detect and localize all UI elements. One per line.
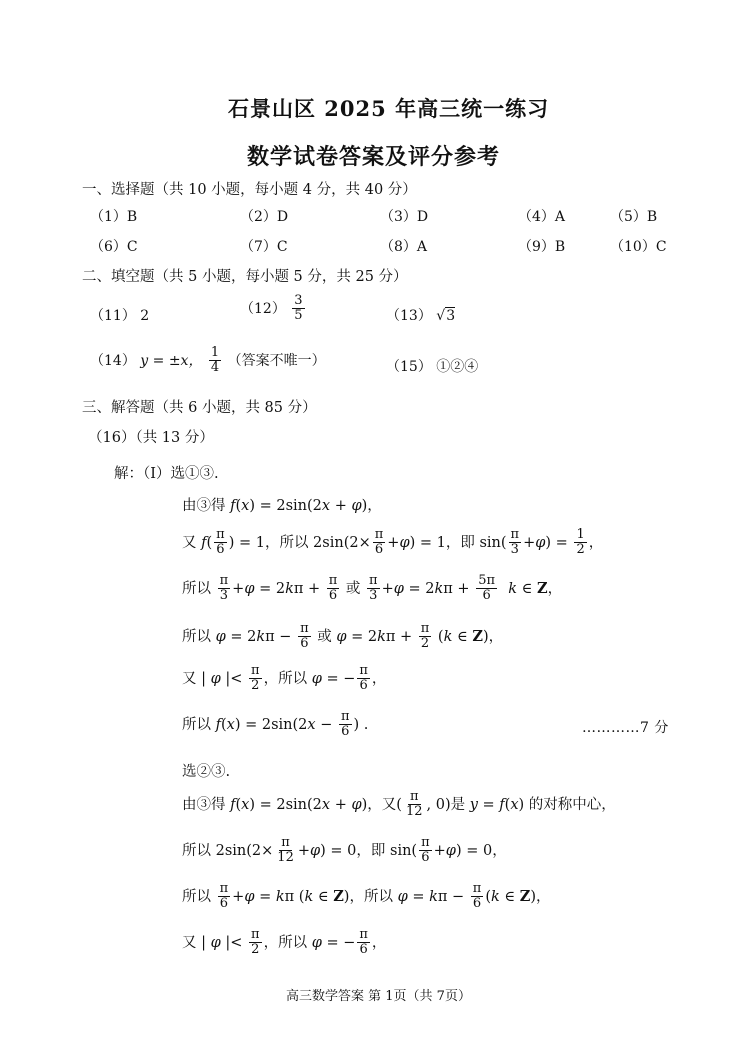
score-marker: …………7 分: [582, 720, 669, 736]
answer-item: （3）D: [380, 209, 429, 225]
section-heading: 三、解答题（共 6 小题，共 85 分）: [82, 400, 317, 416]
solution-intro: 解：（Ⅰ）选①③.: [114, 466, 219, 482]
fraction: [209, 346, 221, 376]
answer-item: （4）A: [518, 209, 566, 225]
page-subtitle: 数学试卷答案及评分参考: [247, 144, 501, 170]
fraction-numerator: 1: [210, 345, 220, 360]
answer-item: （10）C: [610, 239, 667, 255]
answer-item: （8）A: [380, 239, 428, 255]
answer-label: （13）: [386, 308, 432, 324]
answer-item: （7）C: [240, 239, 288, 255]
answer-item: （5）B: [610, 209, 658, 225]
section-heading: 二、填空题（共 5 小题，每小题 5 分，共 25 分）: [82, 269, 408, 285]
fraction-denominator: 4: [210, 360, 220, 376]
answer-item: [386, 305, 455, 325]
solution-line: 所以 f(x) = 2sin(2x − $\frac{\pi}{6}$ ) .: [182, 709, 369, 740]
section-heading: 一、选择题（共 10 小题，每小题 4 分，共 40 分）: [82, 182, 417, 198]
answer-item: [240, 294, 307, 324]
page-footer: 高三数学答案 第 1页（共 7页）: [286, 989, 471, 1004]
radicand: 3: [446, 308, 456, 324]
answer-item: （9）B: [518, 239, 566, 255]
answer-note: （答案不唯一）: [227, 352, 326, 369]
solution-line: 又 | φ |< $\frac{\pi}{2}$ ，所以 φ = − $\frac{\pi}{6}$ ，: [182, 663, 387, 694]
fraction-denominator: 5: [294, 308, 303, 324]
solution-line: 由③得 f(x) = 2sin(2x + φ)，: [182, 498, 382, 514]
answer-item: （1）B: [90, 209, 138, 225]
answer-item: （15） ①②④: [386, 359, 479, 375]
fraction: [292, 294, 304, 324]
solution-line: 所以 φ = 2kπ − $\frac{\pi}{6}$ 或 φ = 2kπ + $\frac{\pi}{2}$ (k ∈ Z)，: [182, 621, 504, 652]
answer-item: （11） 2: [90, 308, 150, 324]
solution-line: 由③得 f(x) = 2sin(2x + φ)，又( $\frac{\pi}{12}$ , 0)是 y = f(x) 的对称中心，: [182, 789, 616, 820]
answer-item: （2）D: [240, 209, 289, 225]
answer-item: [90, 346, 326, 376]
solution-line: 又 | φ |< $\frac{\pi}{2}$ ，所以 φ = − $\frac{\pi}{6}$ ，: [182, 927, 387, 958]
solution-line: 又 f( $\frac{\pi}{6}$ ) = 1，所以 2sin(2× $\frac{\pi}{6}$ +φ) = 1，即 sin( $\frac{\pi}{3}$ +φ) = $\frac{1}{2}$ ，: [182, 527, 604, 558]
sqrt: √3: [436, 308, 456, 324]
solution-line: 所以 $\frac{\pi}{3}$ +φ = 2kπ + $\frac{\pi}{6}$ 或 $\frac{\pi}{3}$ +φ = 2kπ + $\frac{5\pi}{6}$ k ∈ Z，: [182, 573, 563, 604]
answer-item: （6）C: [90, 239, 138, 255]
answer-label: （14）: [90, 352, 136, 369]
page-title: 石景山区 2025 年高三统一练习: [228, 96, 550, 121]
solution-line: 所以 2sin(2× $\frac{\pi}{12}$ +φ) = 0，即 sin( $\frac{\pi}{6}$ +φ) = 0，: [182, 835, 507, 866]
answer-label: （12）: [240, 300, 286, 317]
fraction-numerator: 3: [294, 293, 303, 308]
answer-expression: y = ±x，: [140, 352, 203, 369]
solution-choice: 选②③.: [182, 764, 231, 780]
question-heading: （16）（共 13 分）: [88, 430, 214, 446]
solution-line: 所以 $\frac{\pi}{6}$ +φ = kπ (k ∈ Z)，所以 φ = kπ − $\frac{\pi}{6}$ (k ∈ Z)，: [182, 881, 551, 912]
